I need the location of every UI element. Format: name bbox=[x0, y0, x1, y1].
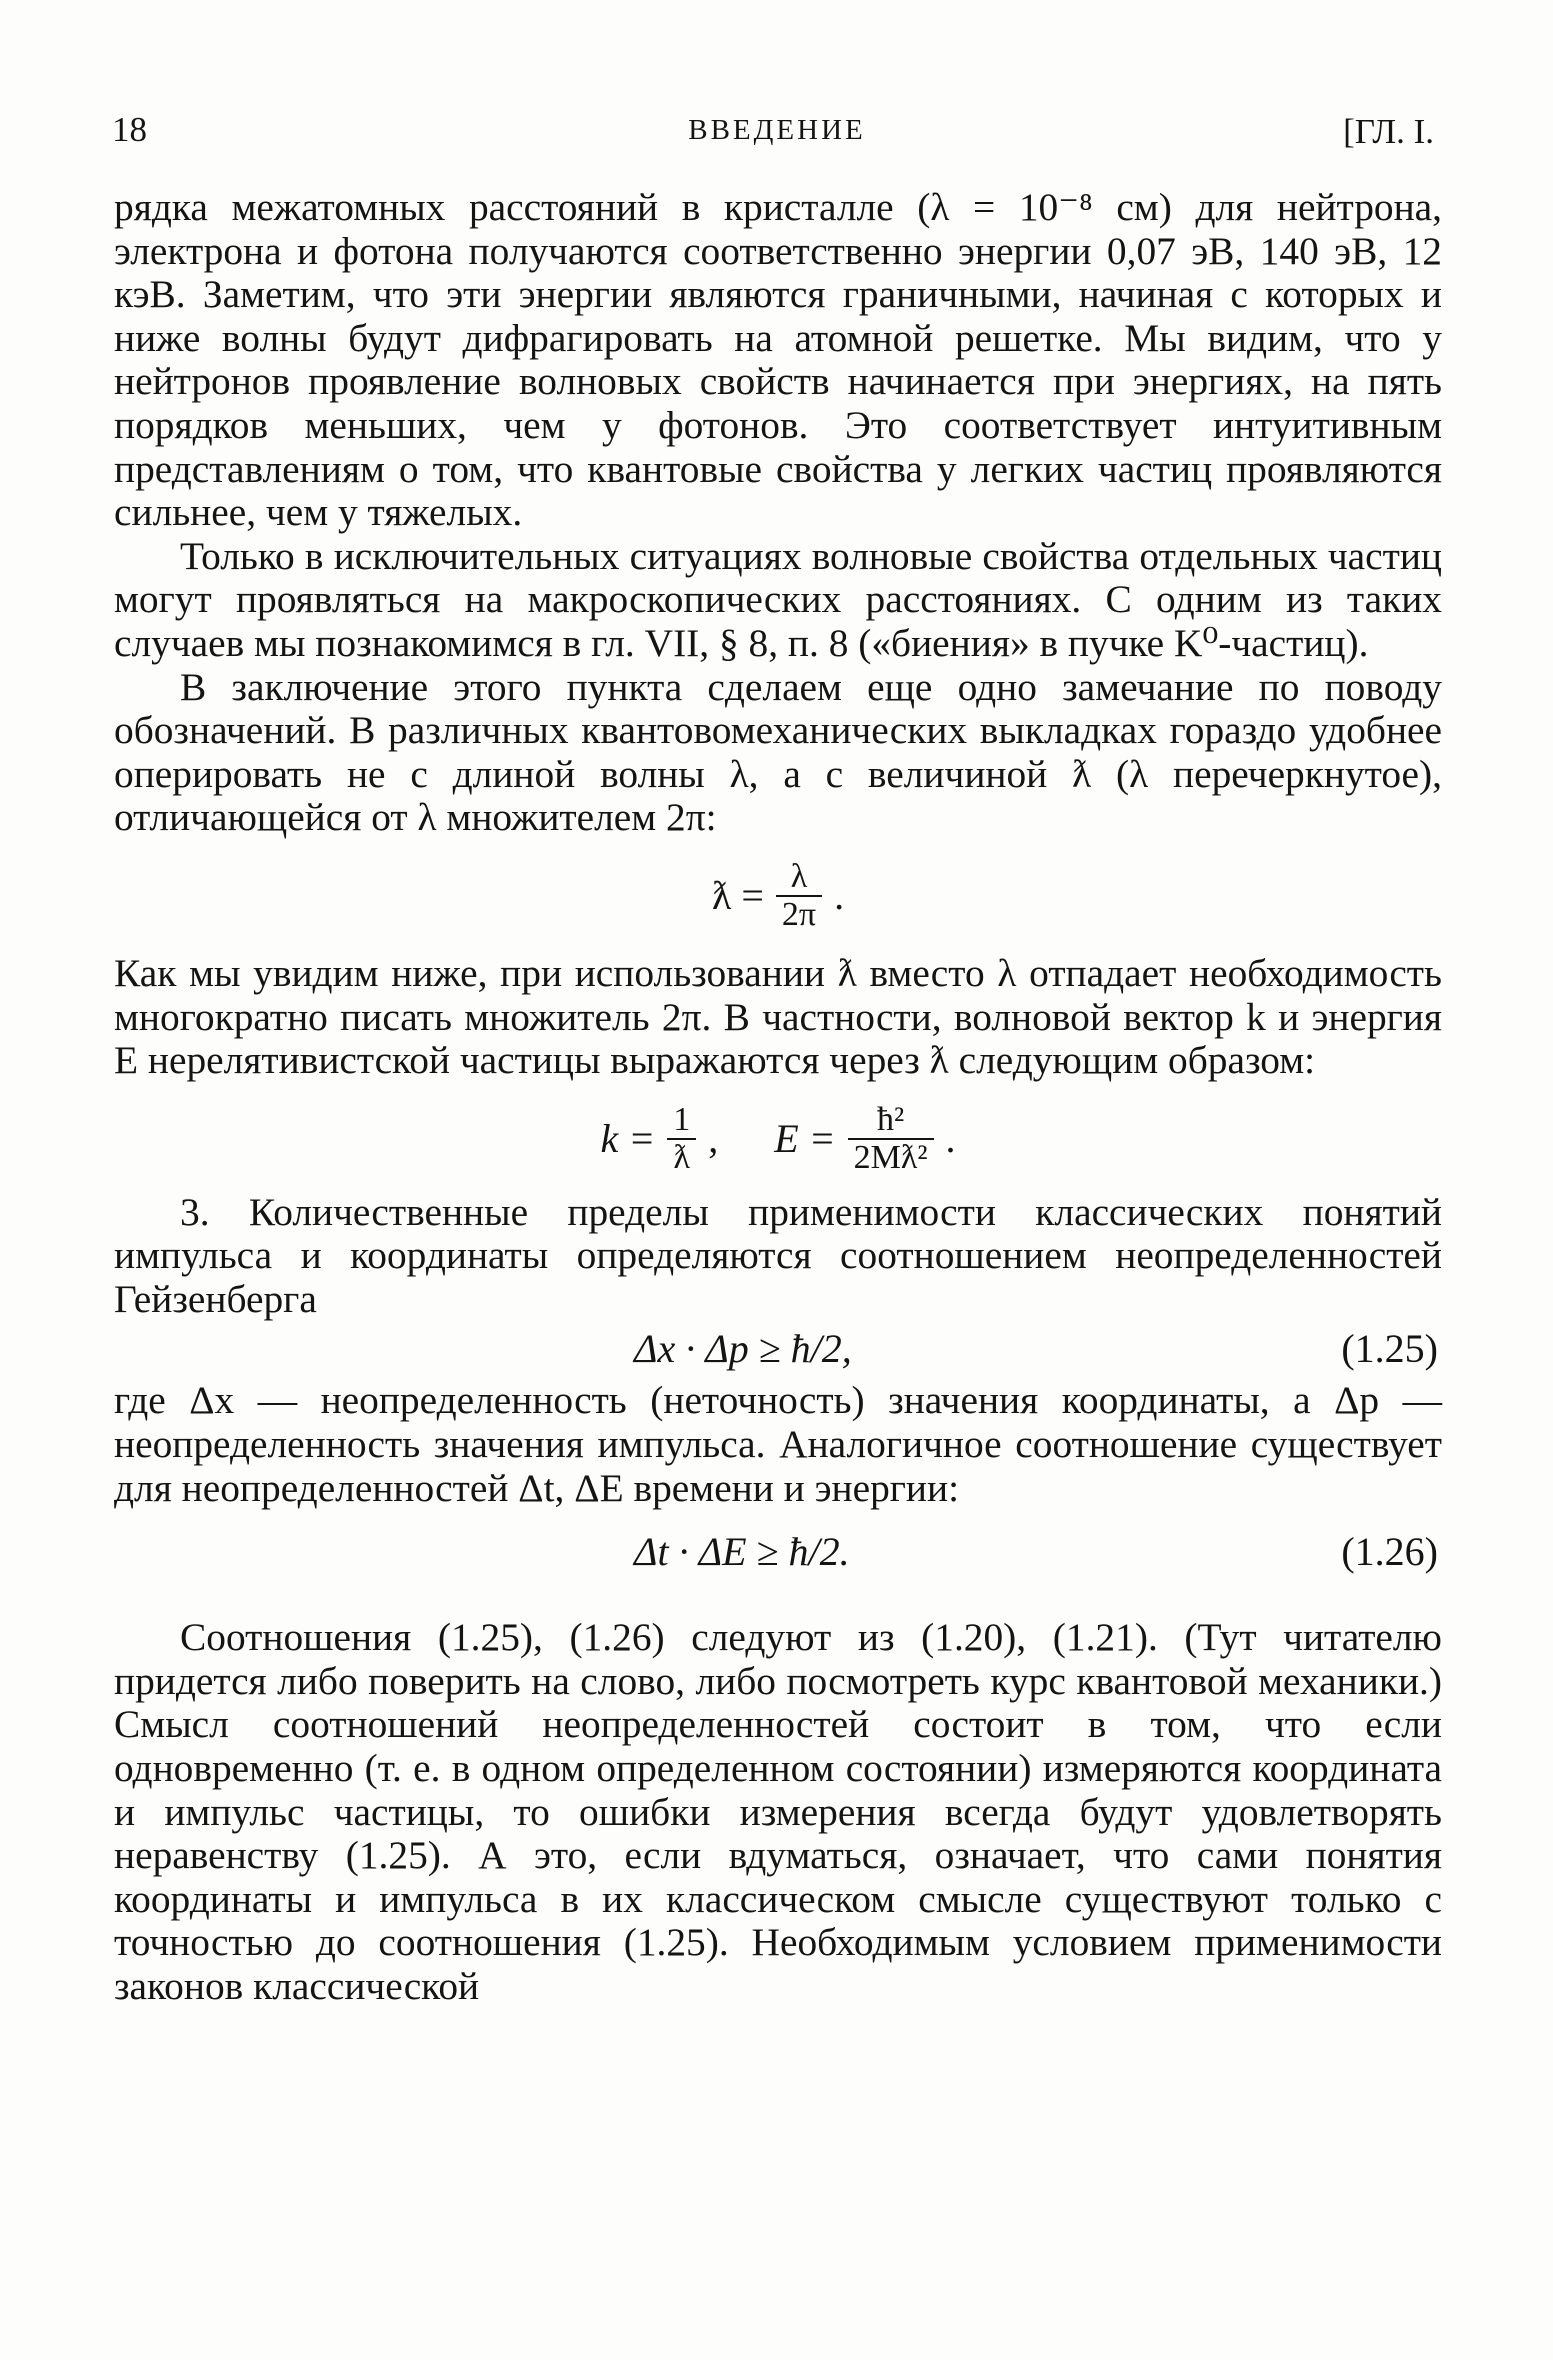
running-title: ВВЕДЕНИЕ bbox=[688, 114, 866, 146]
fraction-denominator: ƛ bbox=[667, 1138, 696, 1176]
paragraph: где Δx — неопределенность (неточность) значения координаты, а Δp — неопределенность значения импульса. Аналогичное соотношение существует для неопределенностей Δt, ΔE времени и энергии: bbox=[114, 1378, 1442, 1510]
fraction-denominator: 2π bbox=[776, 895, 822, 933]
chapter-label: [ГЛ. I. bbox=[1343, 112, 1434, 151]
paragraph: 3. Количественные пределы применимости классических понятий импульса и координаты определяются соотношением неопределенностей Гейзенберга bbox=[114, 1189, 1442, 1321]
formula-tail: . bbox=[834, 873, 845, 919]
fraction bbox=[776, 859, 822, 932]
equation-1-26 bbox=[114, 1524, 1442, 1582]
equation-1-25 bbox=[114, 1321, 1442, 1379]
equation-number: (1.26) bbox=[1341, 1529, 1438, 1575]
equation-expression: Δt · ΔE ≥ ħ/2. bbox=[634, 1529, 850, 1575]
page-header bbox=[112, 110, 1442, 160]
fraction bbox=[667, 1102, 696, 1175]
equation-number: (1.25) bbox=[1341, 1326, 1438, 1372]
equation-expression: Δx · Δp ≥ ħ/2, bbox=[634, 1326, 852, 1372]
fraction-denominator: 2Mƛ² bbox=[848, 1138, 934, 1176]
paragraph: Соотношения (1.25), (1.26) следуют из (1.20), (1.21). (Тут читателю придется либо поверить на слово, либо посмотреть курс квантовой механики.) Смысл соотношений неопределенностей состоит в том, что если одновременно (т. е. в одном определенном состоянии) измеряются координата и импульс частицы, то ошибки измерения всегда будут удовлетворять неравенству (1.25). А это, если вдуматься, означает, что сами понятия координаты и импульса в их классическом смысле существуют только с точностью до соотношения (1.25). Необходимым условием применимости законов классической bbox=[114, 1615, 1442, 2008]
fraction-numerator: ħ² bbox=[876, 1101, 905, 1138]
formula-separator: , bbox=[708, 1115, 719, 1161]
paragraph: В заключение этого пункта сделаем еще одно замечание по поводу обозначений. В различных квантовомеханических выкладках гораздо удобнее оперировать не с длиной волны λ, а с величиной ƛ (λ перечеркнутое), отличающейся от λ множителем 2π: bbox=[114, 664, 1442, 840]
formula-E-lhs: E = bbox=[774, 1115, 836, 1161]
formula-k-lhs: k = bbox=[600, 1115, 656, 1161]
page-number: 18 bbox=[112, 110, 147, 149]
formula-lhs: ƛ = bbox=[711, 873, 764, 919]
paragraph: Только в исключительных ситуациях волновые свойства отдельных частиц могут проявляться на макроскопических расстояниях. С одним из таких случаев мы познакомимся в гл. VII, § 8, п. 8 («биения» в пучке K⁰-частиц). bbox=[114, 533, 1442, 665]
formula-tail: . bbox=[945, 1115, 956, 1161]
paragraph: Как мы увидим ниже, при использовании ƛ вместо λ отпадает необходимость многократно писать множитель 2π. В частности, волновой вектор k и энергия E нерелятивистской частицы выражаются через ƛ следующим образом: bbox=[114, 950, 1442, 1083]
formula-k-E bbox=[114, 1087, 1442, 1191]
paragraph: рядка межатомных расстояний в кристалле (λ = 10⁻⁸ см) для нейтрона, электрона и фотона получаются соответственно энергии 0,07 эВ, 140 эВ, 12 кэВ. Заметим, что эти энергии являются граничными, начиная с которых и ниже волны будут дифрагировать на атомной решетке. Мы видим, что у нейтронов проявление волновых свойств начинается при энергиях, на пять порядков меньших, чем у фотонов. Это соответствует интуитивным представлениям о том, что квантовые свойства у легких частиц проявляются сильнее, чем у тяжелых. bbox=[114, 185, 1442, 535]
fraction-numerator: λ bbox=[790, 858, 808, 896]
formula-lambda-bar bbox=[114, 848, 1442, 944]
fraction bbox=[848, 1102, 934, 1175]
page-body bbox=[114, 186, 1442, 2009]
fraction-numerator: 1 bbox=[673, 1101, 691, 1138]
